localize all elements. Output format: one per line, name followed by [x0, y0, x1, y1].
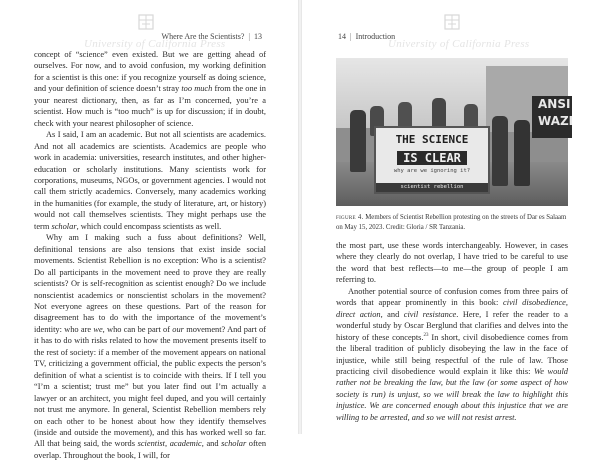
protest-banner [374, 126, 490, 194]
text-run: often overlap. Throughout the book, I will, for [34, 439, 267, 460]
paragraph [336, 286, 568, 423]
banner-line-3: why are we ignoring it? [393, 168, 471, 174]
text-run: Why am I making such a fuss about definitions? Well, definitional tensions are also tensions that exist inside social movements. Scientist Rebellion is no exception: Who is a scientist? Do all participants in the movement need to prove they are really scientists? Or is self-recognition as scientist enough? Do we include nonscientist academics or nonscientist scholars in the movement? Not everyone agrees on these questions. Part of the reason for disagreement has to do with the importance of the movement’s identity: who are [34, 233, 266, 334]
paragraph [34, 129, 266, 232]
body-text [336, 240, 568, 423]
protest-sign: ANSI WAZI [532, 96, 572, 138]
text-run: As I said, I am an academic. But not all scientists are academics. And not all academics are scientists. Academics are people who work in academia: universities, research institutes, and other higher-education or scholarly institutions. Many scientists work for corporations, museums, NGOs, or government agencies. I would not call them strictly academics. Conversely, many academics working in the humanities (for example, the study of literature, art, or history) would not call themselves scientists. They might perhaps use the term [34, 130, 266, 231]
text-run: , [565, 298, 568, 308]
body-text [34, 49, 266, 461]
figure-label: figure 4. [336, 214, 364, 221]
running-head: Where Are the Scientists? | 13 [161, 32, 262, 41]
italic-text: civil disobedience [503, 298, 566, 308]
italic-text: we [93, 324, 103, 334]
italic-text: We would rather not be breaking the law, but the law (or some aspect of how society is run) is unjust, so we will break the law to highlight this injustice. We are concerned enough about this injustice that we are willing to be arrested, and so we will not resist arrest. [336, 366, 568, 422]
text-run: movement? And part of it has to do with risks related to how the movement presents itself to the rest of society: if a member of the movement appears on national TV, criticizing a government official, the public expects the person’s definition of what a scientist is to coincide with theirs. If I tell you “I’m a scientist; trust me” but you later find out I’m actually a lawyer or an architect, you might feel duped, and you will certainly not trust me anymore. In general, Scientist Rebellion members rely on each other to be honest about how they identify themselves (inside and outside the movement), and this has worked well so far. All that being said, the words [34, 324, 267, 449]
banner-line-4: scientist rebellion [376, 183, 488, 192]
text-run: concept of “science” even existed. But we are getting ahead of ourselves. For now, and to avoid confusion, my working definition for a scientist is this one: if you recognize yourself as doing science, and your definition of science doesn’t stray [34, 50, 266, 94]
running-head-title: Where Are the Scientists? [161, 32, 245, 41]
text-run: , which could encompass scientists as well. [76, 221, 222, 231]
publisher-watermark: University of California Press [84, 38, 226, 50]
text-run: In short, civil disobedience comes from the liberal tradition of publicly disobeying the law in the face of injustice, while still being respectful of the rule of law. Those practicing civil disobedience would explain it like this: [336, 332, 568, 376]
photo-person [514, 120, 530, 186]
paragraph [336, 240, 568, 286]
text-run: from the one in your nearest dictionary, then, as far as I’m concerned, you’re a scientist. How much is “too much” is up for discussion; if in doubt, check with your nearest philosopher of science. [34, 84, 266, 128]
page-number: 14 [338, 32, 346, 41]
text-run: , and [380, 309, 404, 319]
running-head: 14 | Introduction [338, 32, 396, 41]
publisher-watermark: University of California Press [388, 38, 530, 50]
text-run: Another potential source of confusion comes from three pairs of words that appear prominently in this book: [336, 286, 568, 308]
text-run: , and [201, 439, 222, 449]
photo-person [492, 116, 508, 186]
italic-text: too much [181, 84, 213, 94]
text-run: , [165, 439, 170, 449]
page-number: 13 [254, 32, 262, 41]
italic-text: our [172, 324, 184, 334]
italic-text: direct action [336, 309, 381, 319]
banner-line-2: IS CLEAR [397, 151, 467, 165]
italic-text: scientist [137, 439, 166, 449]
protest-photo [336, 58, 574, 206]
figure-caption-text: Members of Scientist Rebellion protesting on the streets of Dar es Salaam on May 15, 2023. Credit: Gloria / SR Tanzania. [336, 214, 567, 231]
text-run: , who can be part of [102, 324, 173, 334]
running-head-title: Introduction [355, 32, 396, 41]
footnote-ref: 23 [423, 332, 429, 338]
italic-text: civil resistance [403, 309, 457, 319]
text-run: . Here, I refer the reader to a wonderful study by Oscar Berglund that clarifies and delves into the history of these concepts. [336, 309, 568, 342]
text-run: the most part, use these words interchangeably. However, in cases where they clearly do not overlap, I have tried to be careful to use the word that best reflects—to me—the group of people I am referring to. [336, 241, 568, 285]
italic-text: academic [169, 439, 202, 449]
photo-person [350, 110, 366, 172]
banner-line-1: THE SCIENCE [395, 133, 469, 146]
press-logo-icon [444, 14, 460, 30]
paragraph [34, 49, 266, 129]
right-page [302, 0, 600, 434]
left-page [0, 0, 298, 460]
press-logo-icon [138, 14, 154, 30]
italic-text: scholar [51, 221, 77, 231]
paragraph [34, 232, 266, 461]
figure-caption [336, 213, 568, 232]
italic-text: scholar [221, 439, 247, 449]
